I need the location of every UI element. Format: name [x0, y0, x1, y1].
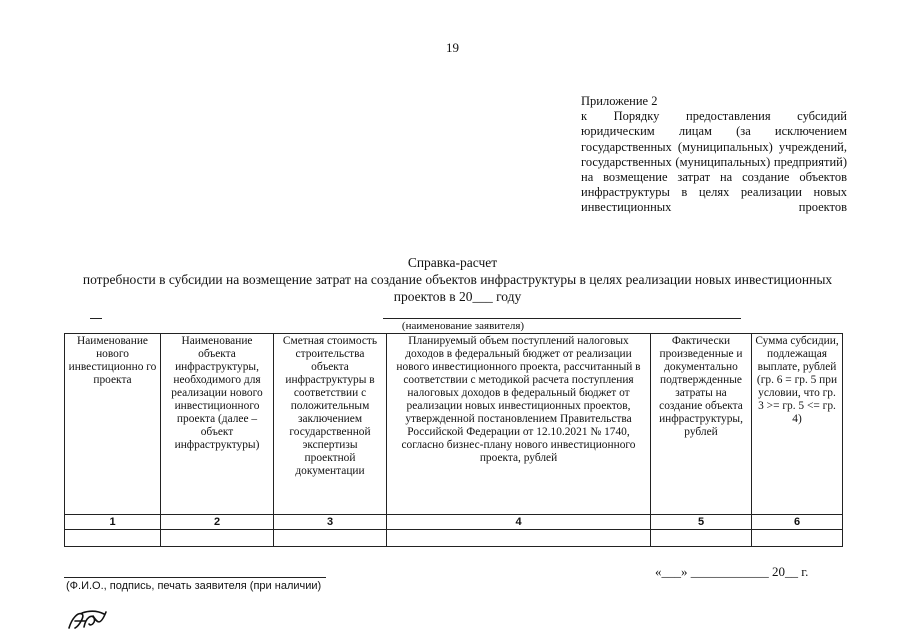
column-number-5: 5: [651, 515, 752, 530]
appendix-block: [581, 94, 847, 231]
header-cell-5: Фактически произведенные и документально подтвержденные затраты на создание объекта инфраструктуры, рублей: [651, 334, 752, 515]
column-number-2: 2: [161, 515, 274, 530]
document-subtitle: потребности в субсидии на возмещение затрат на создание объектов инфраструктуры в целях реализации новых инвестиционных проектов в 20___ году: [82, 272, 833, 304]
header-cell-2: Наименование объекта инфраструктуры, необходимого для реализации нового инвестиционного проекта (далее – объект инфраструктуры): [161, 334, 274, 515]
initials-mark-icon: [66, 608, 110, 632]
header-cell-6: Сумма субсидии, подлежащая выплате, рублей (гр. 6 = гр. 5 при условии, что гр. 3 >= гр. 5 <= гр. 4): [752, 334, 843, 515]
document-title: Справка-расчет: [407, 255, 498, 270]
signature-caption: (Ф.И.О., подпись, печать заявителя (при наличии): [66, 580, 322, 592]
page-number: 19: [446, 40, 459, 55]
appendix-title: Приложение 2: [581, 94, 658, 108]
empty-cell: [387, 530, 651, 547]
column-number-4: 4: [387, 515, 651, 530]
header-cell-1: Наименование нового инвестиционно го проекта: [65, 334, 161, 515]
header-cell-3: Сметная стоимость строительства объекта инфраструктуры в соответствии с положительным заключением государственной экспертизы проектной документации: [274, 334, 387, 515]
dash-mark: [90, 318, 102, 319]
table-header-row: [65, 334, 843, 515]
column-number-1: 1: [65, 515, 161, 530]
empty-cell: [274, 530, 387, 547]
empty-cell: [161, 530, 274, 547]
appendix-body: к Порядку предоставления субсидий юридическим лицам (за исключением государственных (муниципальных) учреждений, государственных (муниципальных) предприятий) на возмещение затрат на создание объектов инфраструктуры в целях реализации новых инвестиционных проектов: [581, 109, 847, 215]
column-number-3: 3: [274, 515, 387, 530]
date-line: «___» ____________ 20__ г.: [655, 564, 809, 579]
empty-cell: [651, 530, 752, 547]
empty-cell: [65, 530, 161, 547]
column-number-6: 6: [752, 515, 843, 530]
column-number-row: [65, 515, 843, 530]
applicant-caption: (наименование заявителя): [401, 320, 525, 332]
calculation-table: [64, 333, 843, 547]
empty-cell: [752, 530, 843, 547]
applicant-name-line: [383, 318, 741, 319]
table-row: [65, 530, 843, 547]
header-cell-4: Планируемый объем поступлений налоговых доходов в федеральный бюджет от реализации нового инвестиционного проекта, рассчитанный в соответствии с методикой расчета поступления налоговых доходов в федеральный бюджет от реализации новых инвестиционных проектов, утвержденной постановлением Правительства Российской Федерации от 12.10.2021 № 1740, согласно бизнес-плану нового инвестиционного проекта, рублей: [387, 334, 651, 515]
signature-line: [64, 577, 326, 578]
